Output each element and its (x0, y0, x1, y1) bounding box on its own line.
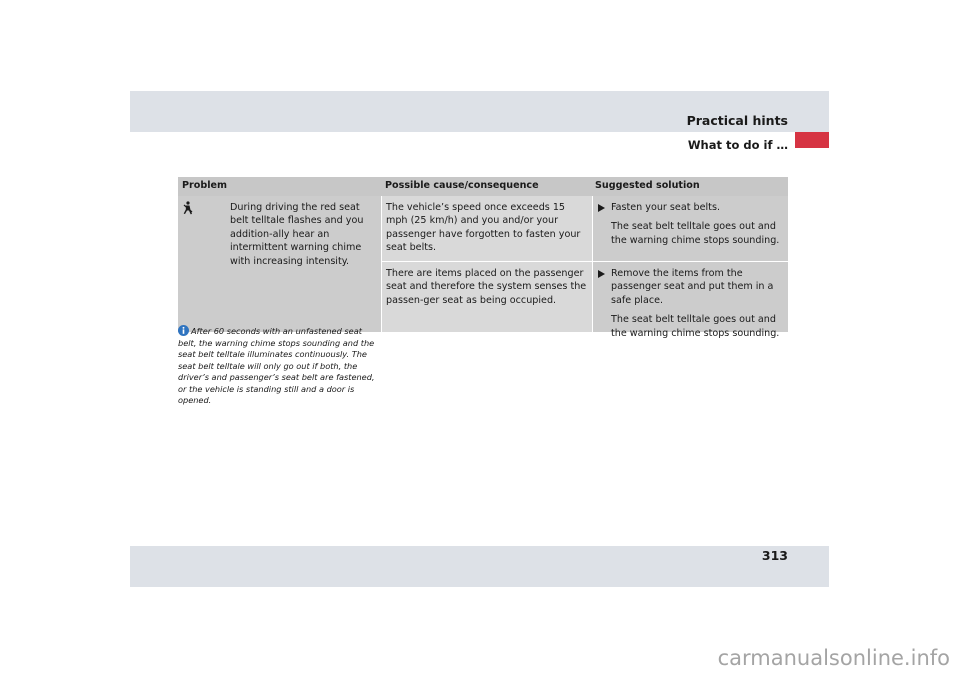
solution-action (597, 201, 784, 214)
seat-belt-icon (182, 201, 230, 215)
table-row (382, 262, 788, 339)
solution-result: The seat belt telltale goes out and the warning chime stops sounding. (611, 314, 780, 339)
section-title: Practical hints (686, 113, 788, 128)
solution-cell (593, 196, 788, 261)
cause-solution-rows (382, 196, 788, 339)
solution-result: The seat belt telltale goes out and the warning chime stops sounding. (611, 221, 780, 246)
solution-cell (593, 262, 788, 339)
cause-cell: The vehicle’s speed once exceeds 15 mph (25 km/h) and you and/or your passenger have forgotten to fasten your seat belts. (382, 196, 592, 261)
triangle-bullet-icon (597, 201, 611, 214)
footer-band (130, 546, 829, 587)
problem-text: During driving the red seat belt telltale flashes and you addition-ally hear an intermittent warning chime with increasing intensity. (230, 202, 364, 267)
solution-action (597, 267, 784, 307)
solution-action-text: Remove the items from the passenger seat and put them in a safe place. (611, 268, 774, 306)
problem-table (178, 177, 788, 339)
page-number: 313 (761, 548, 788, 563)
watermark: carmanualsonline.info (717, 646, 950, 670)
table-row (382, 196, 788, 261)
section-tab-marker (795, 132, 829, 148)
triangle-bullet-icon (597, 267, 611, 280)
column-header-problem: Problem (182, 180, 228, 191)
column-header-solution: Suggested solution (595, 180, 700, 191)
table-body (178, 196, 788, 339)
page-subtitle: What to do if … (687, 138, 788, 152)
cause-cell: There are items placed on the passenger seat and therefore the system senses the passen-ger seat as being occupied. (382, 262, 592, 332)
table-header (178, 177, 788, 196)
info-note-text: After 60 seconds with an unfastened seat belt, the warning chime stops sounding and the seat belt telltale illuminates continuously. The seat belt telltale will only go out if both, the driver’s and passenger’s seat belt are fastened, or the vehicle is standing still and a door is opened. (178, 326, 375, 405)
info-note (178, 325, 378, 407)
info-icon (178, 325, 189, 336)
solution-action-text: Fasten your seat belts. (611, 202, 720, 213)
column-header-cause: Possible cause/consequence (385, 180, 539, 191)
problem-cell (178, 196, 381, 332)
